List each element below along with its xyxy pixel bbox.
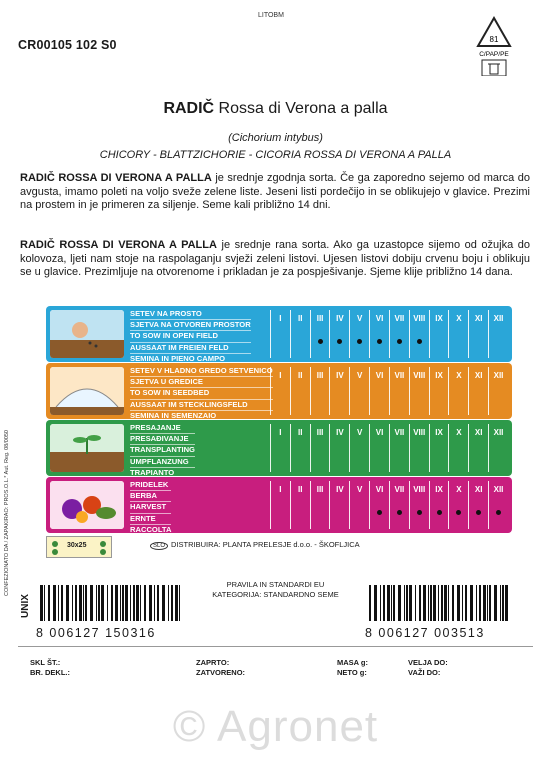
month-cell (310, 310, 330, 358)
barcode-bar (419, 585, 421, 621)
barcode-bar (415, 585, 416, 621)
calendar-band-sow-open (46, 306, 512, 362)
month-cell (429, 367, 449, 415)
month-cell (389, 310, 409, 358)
recycle-code: C/PAP/PE (479, 51, 509, 58)
month-cell (290, 367, 310, 415)
barcode-bar (476, 585, 477, 621)
month-label: VIII (413, 314, 426, 323)
month-cell (270, 310, 290, 358)
barcode-bars (36, 585, 186, 621)
month-cell (409, 310, 429, 358)
barcode-bar (433, 585, 436, 621)
month-cell (290, 424, 310, 472)
month-label: IX (435, 314, 443, 323)
month-label: V (357, 485, 363, 494)
band-label: PRIDELEK (130, 480, 171, 491)
month-cell (349, 424, 369, 472)
barcode-bar (66, 585, 69, 621)
title-bold: RADIČ (163, 100, 215, 117)
month-label: IV (336, 485, 344, 494)
neto-label: NETO g: (337, 668, 367, 677)
month-dot (377, 510, 382, 515)
barcode-bar (387, 585, 390, 621)
band-label: SEMINA IN PIENO CAMPO (130, 354, 251, 365)
masa-label: MASA g: (337, 658, 368, 667)
barcode-bar (175, 585, 178, 621)
month-label: II (298, 314, 303, 323)
title-rest: Rossa di Verona a palla (214, 100, 388, 117)
month-label: V (357, 371, 363, 380)
month-cell (329, 424, 349, 472)
month-cell (488, 310, 508, 358)
barcode-bar (98, 585, 100, 621)
month-cell (369, 310, 389, 358)
band-label: TO SOW IN SEEDBED (130, 388, 273, 399)
month-label: X (456, 371, 462, 380)
barcode-bar (380, 585, 381, 621)
month-label: VIII (413, 485, 426, 494)
month-cell (270, 481, 290, 529)
barcode-bar (391, 585, 392, 621)
barcode-bar (487, 585, 488, 621)
barcode-bar (430, 585, 432, 621)
month-label: I (279, 314, 282, 323)
month-dot (417, 339, 422, 344)
month-label: II (298, 371, 303, 380)
band-label: HARVEST (130, 502, 171, 513)
month-cell (369, 424, 389, 472)
month-dot (456, 510, 461, 515)
month-label: IV (336, 428, 344, 437)
month-cell (468, 424, 488, 472)
barcode-bar (48, 585, 50, 621)
month-label: XII (493, 428, 504, 437)
batch-info (30, 658, 70, 678)
country-badge: SLO (150, 542, 168, 550)
barcode-bar (140, 585, 141, 621)
barcode-bar (179, 585, 180, 621)
band-label: TRANSPLANTING (130, 445, 195, 456)
barcode-bar (85, 585, 87, 621)
month-label: VI (375, 485, 384, 494)
month-grid (270, 310, 508, 358)
month-cell (488, 367, 508, 415)
month-label: XI (474, 314, 483, 323)
band-label: SETEV NA PROSTO (130, 309, 251, 320)
barcode-bar (457, 585, 460, 621)
packager-note: CONFEZIONATO DA / ZAPAKIRAO: PROS.O.L.* Aut. Reg. 08/0050 (4, 430, 10, 596)
band-label: PRESAĐIVANJE (130, 434, 195, 445)
barcode-bar (438, 585, 439, 621)
month-label: VII (394, 428, 405, 437)
month-dot (377, 339, 382, 344)
month-dot (397, 510, 402, 515)
month-label: VI (375, 428, 384, 437)
zaprto-label: ZAPRTO: (196, 658, 230, 667)
month-label: IX (435, 371, 443, 380)
barcode-bar (470, 585, 473, 621)
description-heading: RADIČ ROSSA DI VERONA A PALLA (20, 172, 212, 184)
description-text: je srednje zgodnja sorta. Če ga zaporedno sejemo od marca do avgusta, imamo poleti na voljo sveže zelene liste. Jeseni listi pordečijo in se oblikujejo v glavice. Prezimi na prostem in je primeren za siljenje. Seme kali približno 14 dni. (20, 172, 531, 212)
page-title (0, 100, 551, 118)
watermark: © Agronet (172, 702, 379, 751)
barcode-bar (483, 585, 486, 621)
barcode-bar (149, 585, 152, 621)
month-label: VI (375, 314, 384, 323)
vegetables-icon (50, 481, 124, 529)
barcode-right (365, 585, 515, 640)
calendar-band-transplant (46, 420, 512, 476)
month-cell (448, 367, 468, 415)
barcode-bars (365, 585, 515, 621)
month-cell (409, 481, 429, 529)
greenhouse-icon (50, 367, 124, 415)
description-croatian (20, 239, 530, 280)
month-label: VII (394, 485, 405, 494)
distributor (150, 540, 360, 550)
spacing-box (46, 536, 112, 558)
month-cell (468, 367, 488, 415)
month-label: XII (493, 485, 504, 494)
barcode-bar (441, 585, 443, 621)
barcode-bar (133, 585, 135, 621)
description-text: je srednje rana sorta. Ako ga uzastopce sijemo od ožujka do kolovoza, ljeti nam stoje na raspolaganju svježi zeleni listovi. Ujesen listovi dobiju crvenu boju i oblikuju se u glavice. Prezimljuje na otvorenome i prikladan je za pospješivanje. Sjeme klije približno 14 dana. (20, 239, 530, 279)
month-cell (329, 367, 349, 415)
month-label: III (316, 371, 324, 380)
month-cell (369, 367, 389, 415)
barcode-bar (502, 585, 504, 621)
month-label: XI (474, 485, 483, 494)
skl-label: SKL ŠT.: (30, 658, 61, 667)
barcode-number: 8 006127 003513 (365, 626, 485, 640)
month-label: IX (435, 485, 443, 494)
month-cell (389, 367, 409, 415)
barcode-bar (122, 585, 124, 621)
month-label: X (456, 428, 462, 437)
seedling-icon (50, 424, 124, 472)
band-labels (130, 309, 251, 365)
month-cell (310, 481, 330, 529)
barcode-bar (500, 585, 501, 621)
month-cell (349, 367, 369, 415)
zatvoreno-label: ZATVORENO: (196, 668, 246, 677)
month-cell (270, 367, 290, 415)
band-label: SJETVA U GREDICE (130, 377, 273, 388)
velja-label: VELJA DO: (408, 658, 448, 667)
barcode-bar (79, 585, 82, 621)
calendar-band-harvest (46, 477, 512, 533)
month-label: II (298, 428, 303, 437)
month-label: XI (474, 428, 483, 437)
barcode-bar (111, 585, 113, 621)
month-cell (270, 424, 290, 472)
barcode-bar (96, 585, 97, 621)
month-label: III (316, 428, 324, 437)
barcode-bar (53, 585, 56, 621)
barcode-bar (406, 585, 408, 621)
month-cell (409, 367, 429, 415)
barcode-bar (44, 585, 45, 621)
closed-info (196, 658, 245, 678)
month-label: IX (435, 428, 443, 437)
month-cell (329, 310, 349, 358)
barcode-bar (157, 585, 159, 621)
barcode-bar (428, 585, 429, 621)
band-label: TRAPIANTO (130, 468, 195, 479)
barcode-bar (90, 585, 93, 621)
barcode-bar (130, 585, 131, 621)
month-cell (329, 481, 349, 529)
month-cell (349, 481, 369, 529)
barcode-bar (61, 585, 63, 621)
month-dot (397, 339, 402, 344)
category-line: KATEGORIJA: STANDARDNO SEME (212, 590, 339, 599)
vazi-label: VAŽI DO: (408, 668, 441, 677)
mass-info (337, 658, 368, 678)
barcode-bar (154, 585, 155, 621)
sowing-hand-icon (50, 310, 124, 358)
barcode-bar (369, 585, 371, 621)
barcode-bar (168, 585, 169, 621)
month-grid (270, 367, 508, 415)
unix-label: UNIX (20, 594, 31, 618)
barcode-bar (162, 585, 165, 621)
band-label: PRESAJANJE (130, 423, 195, 434)
month-grid (270, 481, 508, 529)
band-labels (130, 480, 171, 536)
br-label: BR. DEKL.: (30, 668, 70, 677)
month-dot (318, 339, 323, 344)
band-label: AUSSAAT IM STECKLINGSFELD (130, 400, 273, 411)
band-label: BERBA (130, 491, 171, 502)
month-dot (417, 510, 422, 515)
month-label: VII (394, 314, 405, 323)
barcode-bar (423, 585, 426, 621)
barcode-bar (409, 585, 412, 621)
month-cell (369, 481, 389, 529)
spacing-value: 30x25 (67, 542, 87, 549)
barcode-bar (444, 585, 447, 621)
month-dot (496, 510, 501, 515)
barcode-bar (452, 585, 454, 621)
barcode-bar (462, 585, 463, 621)
barcode-bar (40, 585, 43, 621)
barcode-bar (383, 585, 385, 621)
barcode-bar (83, 585, 84, 621)
month-label: I (279, 485, 282, 494)
month-label: XII (493, 371, 504, 380)
month-label: VIII (413, 428, 426, 437)
month-label: V (357, 428, 363, 437)
month-dot (357, 339, 362, 344)
barcode-bar (479, 585, 481, 621)
month-cell (310, 367, 330, 415)
recycle-icon (474, 16, 514, 76)
month-label: VII (394, 371, 405, 380)
calendar-band-sow-seedbed (46, 363, 512, 419)
month-label: V (357, 314, 363, 323)
barcode-number: 8 006127 150316 (36, 626, 156, 640)
band-label: RACCOLTA (130, 525, 171, 536)
band-label: UMPFLANZUNG (130, 457, 195, 468)
month-cell (429, 424, 449, 472)
month-label: X (456, 485, 462, 494)
band-labels (130, 366, 273, 422)
band-label: AUSSAAT IM FREIEN FELD (130, 343, 251, 354)
barcode-left (36, 585, 186, 640)
month-label: VI (375, 371, 384, 380)
translations: CHICORY - BLATTZICHORIE - CICORIA ROSSA DI VERONA A PALLA (99, 149, 452, 161)
rules-line: PRAVILA IN STANDARDI EU (226, 580, 325, 589)
barcode-bar (144, 585, 146, 621)
month-dot (337, 339, 342, 344)
barcode-bar (489, 585, 491, 621)
barcode-bar (120, 585, 121, 621)
month-cell (448, 310, 468, 358)
month-cell (389, 424, 409, 472)
month-label: X (456, 314, 462, 323)
barcode-bar (115, 585, 118, 621)
month-label: I (279, 371, 282, 380)
barcode-bar (136, 585, 139, 621)
month-cell (310, 424, 330, 472)
barcode-bar (107, 585, 108, 621)
description-slovenian (20, 172, 530, 213)
month-label: I (279, 428, 282, 437)
barcode-bar (398, 585, 401, 621)
distributor-text: DISTRIBUIRA: PLANTA PRELESJE d.o.o. - ŠKOFLJICA (171, 540, 360, 549)
recycle-number: 81 (489, 35, 499, 44)
latin-name: (Cichorium intybus) (228, 132, 323, 144)
month-label: III (316, 485, 324, 494)
month-cell (409, 424, 429, 472)
month-cell (290, 310, 310, 358)
month-label: XI (474, 371, 483, 380)
month-label: XII (493, 314, 504, 323)
month-cell (429, 310, 449, 358)
month-cell (429, 481, 449, 529)
month-label: II (298, 485, 303, 494)
band-label: SEMINA IN SEMENZAIO (130, 411, 273, 422)
barcode-bar (125, 585, 128, 621)
barcode-bar (101, 585, 104, 621)
divider (18, 646, 533, 647)
barcode-bar (374, 585, 377, 621)
month-cell (349, 310, 369, 358)
expiry-info (408, 658, 448, 678)
month-label: IV (336, 314, 344, 323)
month-cell (468, 481, 488, 529)
band-labels (130, 423, 195, 479)
barcode-bar (393, 585, 395, 621)
month-dot (476, 510, 481, 515)
month-label: IV (336, 371, 344, 380)
month-label: VIII (413, 371, 426, 380)
month-cell (448, 481, 468, 529)
month-grid (270, 424, 508, 472)
month-cell (389, 481, 409, 529)
month-cell (488, 424, 508, 472)
barcode-bar (72, 585, 73, 621)
month-label: III (316, 314, 324, 323)
description-heading: RADIČ ROSSA DI VERONA A PALLA (20, 239, 217, 251)
month-cell (468, 310, 488, 358)
band-label: ERNTE (130, 514, 171, 525)
band-label: TO SOW IN OPEN FIELD (130, 331, 251, 342)
barcode-bar (448, 585, 449, 621)
band-label: SETEV V HLADNO GREDO SETVENICO (130, 366, 273, 377)
barcode-bar (171, 585, 173, 621)
barcode-bar (58, 585, 59, 621)
barcode-bar (505, 585, 508, 621)
barcode-bar (494, 585, 497, 621)
band-label: SJETVA NA OTVOREN PROSTOR (130, 320, 251, 331)
month-cell (290, 481, 310, 529)
barcode-bar (465, 585, 467, 621)
barcode-bar (75, 585, 77, 621)
barcode-bar (404, 585, 405, 621)
month-cell (448, 424, 468, 472)
month-cell (488, 481, 508, 529)
product-code: CR00105 102 S0 (18, 38, 117, 52)
month-dot (437, 510, 442, 515)
printer-mark: LITOBM (258, 12, 284, 19)
